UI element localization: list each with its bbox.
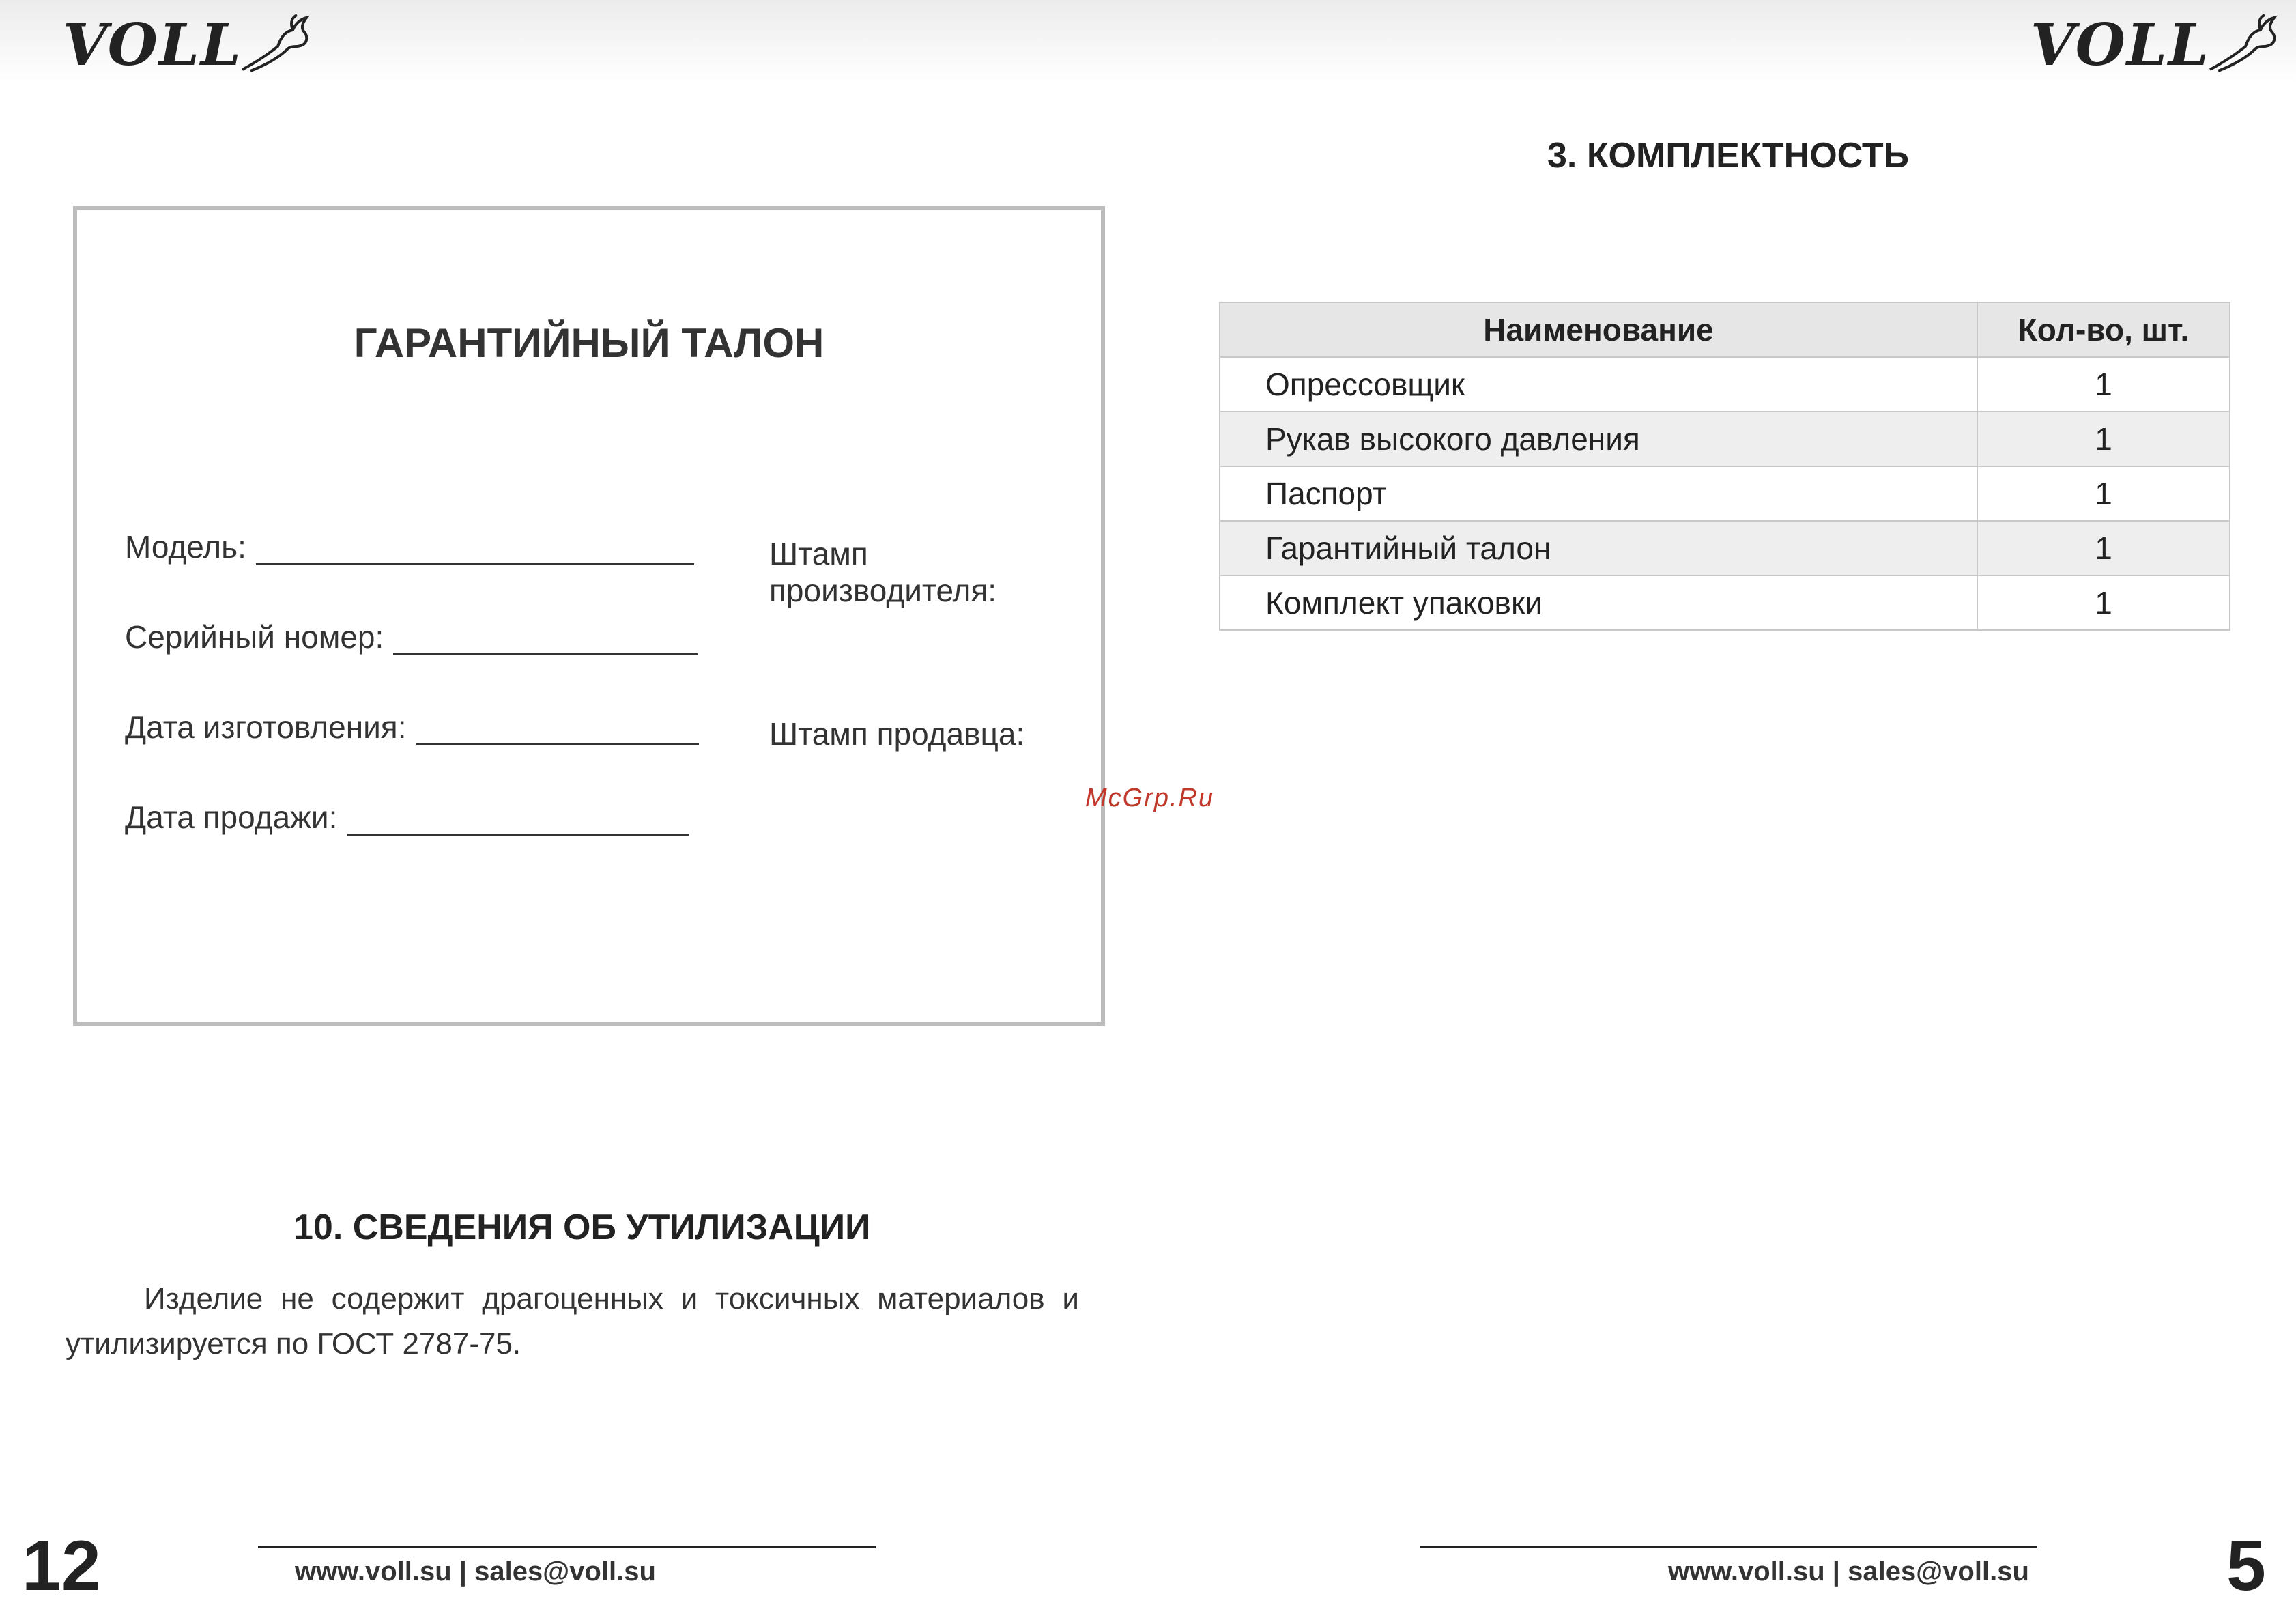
item-name: Рукав высокого давления bbox=[1220, 412, 1977, 466]
header-qty: Кол-во, шт. bbox=[1977, 302, 2230, 357]
bull-icon bbox=[237, 14, 312, 75]
contents-table bbox=[1219, 302, 2230, 631]
sale-date-field bbox=[125, 799, 689, 836]
seller-stamp-label: Штамп продавца: bbox=[769, 716, 1025, 752]
field-label: Серийный номер: bbox=[125, 619, 384, 655]
footer-rule-right bbox=[1420, 1546, 2037, 1548]
table-row bbox=[1220, 521, 2230, 575]
disposal-paragraph: Изделие не содержит драгоценных и токсичных материалов и утилизируется по ГОСТ 2787-75. bbox=[66, 1282, 1079, 1361]
manufacturer-stamp-label: Штамп производителя: bbox=[769, 536, 997, 608]
item-name: Опрессовщик bbox=[1220, 357, 1977, 412]
item-name: Гарантийный талон bbox=[1220, 521, 1977, 575]
voll-logo-left bbox=[63, 7, 312, 82]
item-qty: 1 bbox=[1977, 466, 2230, 521]
table-row bbox=[1220, 357, 2230, 412]
manufacture-date-blank-line bbox=[416, 716, 699, 745]
logo-text: VOLL bbox=[2030, 10, 2210, 79]
disposal-text bbox=[66, 1277, 1079, 1367]
field-label: Дата изготовления: bbox=[125, 709, 407, 745]
field-label: Дата продажи: bbox=[125, 799, 338, 835]
logo-text: VOLL bbox=[63, 10, 242, 79]
manufacture-date-field bbox=[125, 709, 699, 745]
serial-number-blank-line bbox=[393, 626, 698, 655]
warranty-card bbox=[73, 206, 1105, 1026]
serial-number-field bbox=[125, 618, 698, 655]
contents-section-title: 3. КОМПЛЕКТНОСТЬ bbox=[1547, 136, 1910, 175]
voll-logo-right bbox=[2030, 7, 2280, 82]
model-field bbox=[125, 528, 694, 565]
table-header-row bbox=[1220, 302, 2230, 357]
item-name: Паспорт bbox=[1220, 466, 1977, 521]
footer-contact-right: www.voll.su | sales@voll.su bbox=[1668, 1556, 2029, 1587]
warranty-card-title: ГАРАНТИЙНЫЙ ТАЛОН bbox=[354, 320, 824, 366]
header-name: Наименование bbox=[1220, 302, 1977, 357]
field-label: Модель: bbox=[125, 529, 246, 565]
page-number-left: 12 bbox=[22, 1526, 101, 1606]
item-qty: 1 bbox=[1977, 575, 2230, 630]
table-row bbox=[1220, 466, 2230, 521]
table-row bbox=[1220, 575, 2230, 630]
page-number-right: 5 bbox=[2226, 1526, 2266, 1606]
footer-rule-left bbox=[258, 1546, 876, 1548]
item-qty: 1 bbox=[1977, 412, 2230, 466]
bull-icon bbox=[2205, 14, 2280, 75]
item-qty: 1 bbox=[1977, 521, 2230, 575]
sale-date-blank-line bbox=[347, 806, 689, 836]
table-row bbox=[1220, 412, 2230, 466]
header-band bbox=[0, 0, 2296, 82]
model-blank-line bbox=[256, 536, 694, 565]
watermark: McGrp.Ru bbox=[1085, 784, 1215, 812]
disposal-section-title: 10. СВЕДЕНИЯ ОБ УТИЛИЗАЦИИ bbox=[293, 1208, 871, 1247]
footer-contact-left: www.voll.su | sales@voll.su bbox=[295, 1556, 656, 1587]
item-qty: 1 bbox=[1977, 357, 2230, 412]
item-name: Комплект упаковки bbox=[1220, 575, 1977, 630]
